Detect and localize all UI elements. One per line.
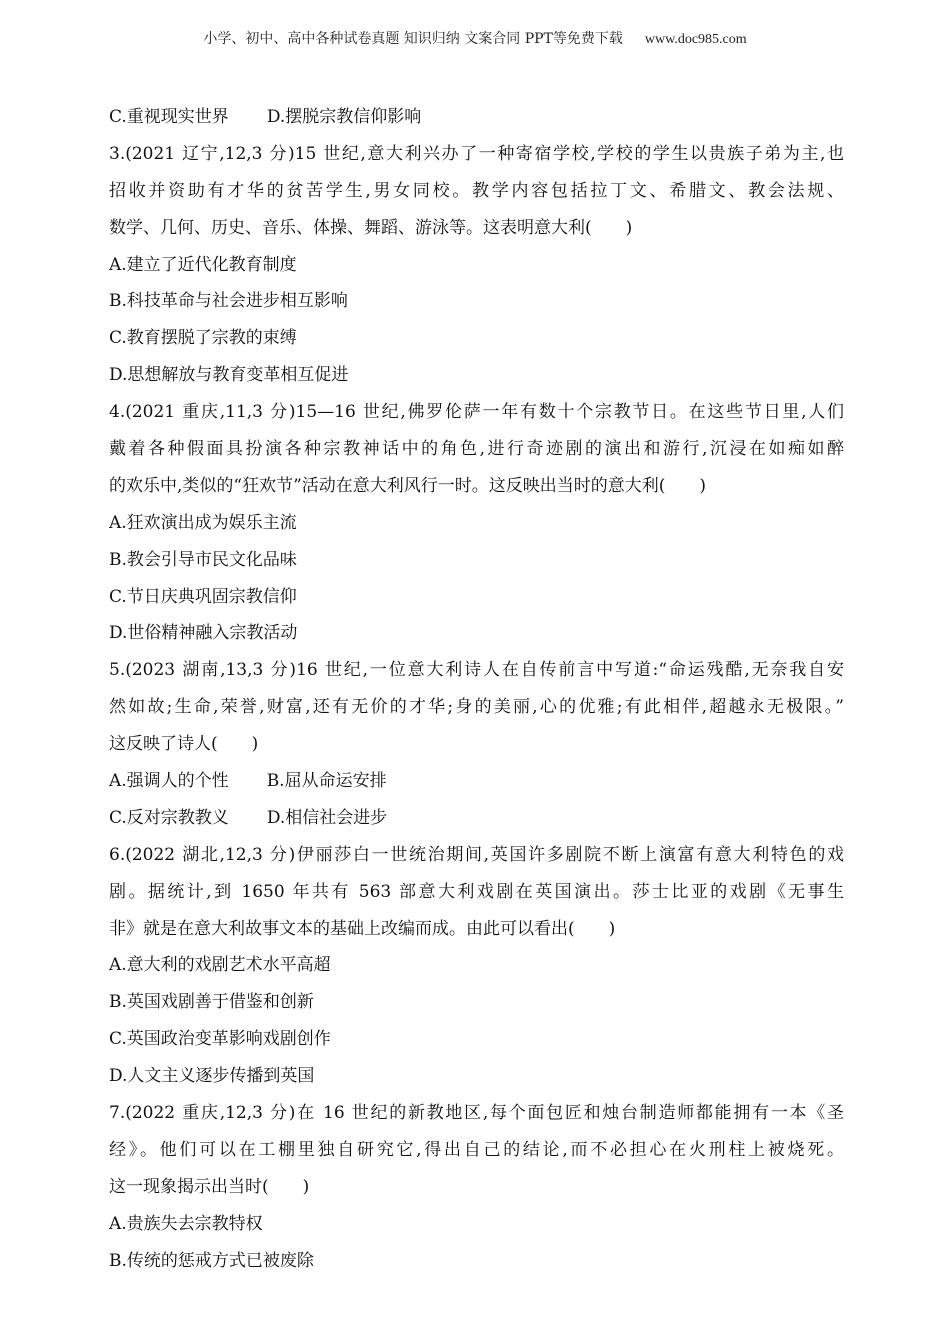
option-row	[109, 800, 844, 837]
question-text-line: 这一现象揭示出当时( )	[109, 1176, 310, 1197]
question-text-line: 数学、几何、历史、音乐、体操、舞蹈、游泳等。这表明意大利( )	[109, 217, 633, 238]
option-d: D.思想解放与教育变革相互促进	[109, 365, 349, 386]
question-text-line: 3.(2021 辽宁,12,3 分)15 世纪,意大利兴办了一种寄宿学校,学校的学生以贵族子弟为主,也	[109, 143, 844, 164]
question-text-line: 4.(2021 重庆,11,3 分)15—16 世纪,佛罗伦萨一年有数十个宗教节日。在这些节日里,人们	[109, 402, 844, 423]
document-body	[109, 99, 844, 1280]
option-d: D.相信社会进步	[266, 807, 388, 828]
question-text-line: 招收并资助有才华的贫苦学生,男女同校。教学内容包括拉丁文、希腊文、教会法规、	[109, 180, 844, 201]
option-d: D.世俗精神融入宗教活动	[109, 623, 298, 644]
option-d: D.摆脱宗教信仰影响	[266, 107, 422, 127]
option-c: C.节日庆典巩固宗教信仰	[109, 586, 297, 607]
question-text-line: 6.(2022 湖北,12,3 分)伊丽莎白一世统治期间,英国许多剧院不断上演富有意大利特色的戏	[109, 844, 844, 865]
option-c: C.教育摆脱了宗教的束缚	[109, 328, 297, 349]
option-b: B.教会引导市民文化品味	[109, 549, 297, 570]
header-site-url: www.doc985.com	[644, 32, 747, 47]
option-a: A.狂欢演出成为娱乐主流	[109, 512, 297, 533]
option-row	[109, 763, 844, 800]
option-a: A.建立了近代化教育制度	[109, 254, 297, 275]
question-text-line: 然如故;生命,荣誉,财富,还有无价的才华;身的美丽,心的优雅;有此相伴,超越永无极限。”	[109, 697, 844, 718]
question-text-line: 经》。他们可以在工棚里独自研究它,得出自己的结论,而不必担心在火刑柱上被烧死。	[109, 1139, 844, 1160]
question-text-line: 这反映了诗人( )	[109, 734, 259, 755]
option-b: B.屈从命运安排	[266, 771, 387, 792]
option-d: D.人文主义逐步传播到英国	[109, 1066, 315, 1087]
question-7	[109, 1095, 844, 1279]
question-4	[109, 394, 844, 652]
option-row	[109, 99, 844, 136]
option-c: C.英国政治变革影响戏剧创作	[109, 1029, 331, 1050]
header-text: 小学、初中、高中各种试卷真题 知识归纳 文案合同 PPT等免费下载	[203, 31, 623, 47]
question-text-line: 的欢乐中,类似的“狂欢节”活动在意大利风行一时。这反映出当时的意大利( )	[109, 475, 707, 496]
option-c: C.重视现实世界	[109, 107, 229, 127]
question-text-line: 5.(2023 湖南,13,3 分)16 世纪,一位意大利诗人在自传前言中写道:“命运残酷,无奈我自安	[109, 660, 844, 681]
option-b: B.英国戏剧善于借鉴和创新	[109, 992, 314, 1013]
question-5	[109, 652, 844, 836]
option-b: B.科技革命与社会进步相互影响	[109, 291, 348, 312]
option-c: C.反对宗教教义	[109, 807, 229, 828]
question-text-line: 剧。据统计,到 1650 年共有 563 部意大利戏剧在英国演出。莎士比亚的戏剧《无事生	[109, 881, 844, 902]
question-text-line: 戴着各种假面具扮演各种宗教神话中的角色,进行奇迹剧的演出和游行,沉浸在如痴如醉	[109, 439, 844, 460]
page-header	[0, 28, 950, 48]
question-3	[109, 136, 844, 394]
question-text-line: 非》就是在意大利故事文本的基础上改编而成。由此可以看出( )	[109, 918, 616, 939]
question-6	[109, 837, 844, 1095]
option-a: A.意大利的戏剧艺术水平高超	[109, 955, 331, 976]
option-b: B.传统的惩戒方式已被废除	[109, 1250, 314, 1271]
option-a: A.贵族失去宗教特权	[109, 1213, 263, 1234]
question-text-line: 7.(2022 重庆,12,3 分)在 16 世纪的新教地区,每个面包匠和烛台制造师都能拥有一本《圣	[109, 1103, 844, 1124]
option-a: A.强调人的个性	[109, 771, 229, 792]
